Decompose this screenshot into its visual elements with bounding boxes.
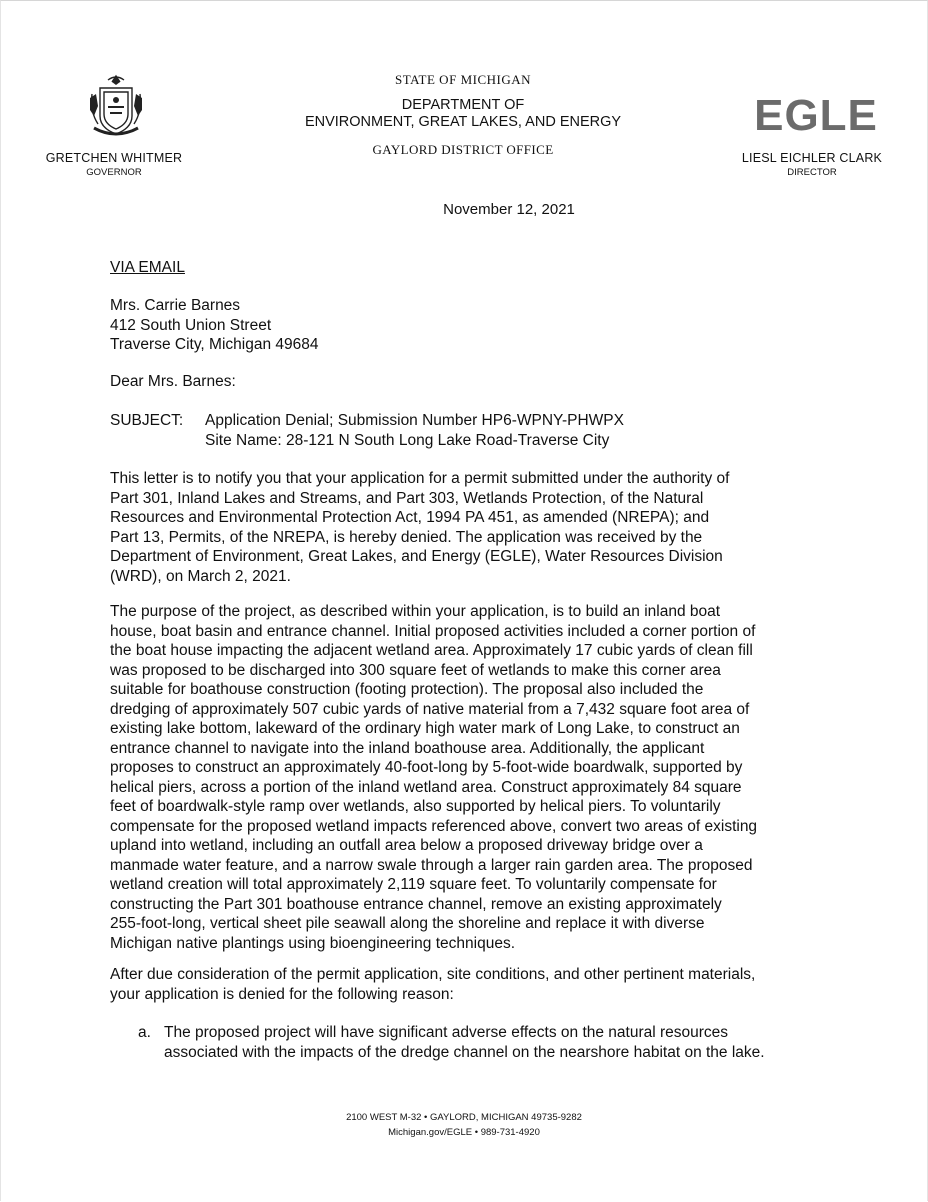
paragraph-line: After due consideration of the permit application, site conditions, and other pertinent materials, — [110, 966, 756, 983]
paragraph-line: proposes to construct an approximately 40-foot-long by 5-foot-wide boardwalk, supported by — [110, 759, 743, 776]
paragraph-line: This letter is to notify you that your application for a permit submitted under the authority of — [110, 470, 730, 487]
subject-block — [110, 411, 830, 450]
recipient-address — [110, 296, 830, 355]
paragraph-line: Michigan native plantings using bioengineering techniques. — [110, 934, 515, 952]
director-name: LIESL EICHLER CLARK — [741, 151, 883, 165]
department-line-1: DEPARTMENT OF — [401, 97, 525, 113]
state-heading-word2: ICHIGAN — [472, 72, 532, 87]
letter-date: November 12, 2021 — [443, 201, 575, 218]
recipient-street: 412 South Union Street — [110, 316, 272, 334]
reason-text — [164, 1023, 765, 1062]
paragraph-line: constructing the Part 301 boathouse entrance channel, remove an existing approximately — [110, 895, 722, 913]
egle-logo-text: EGLE — [754, 96, 878, 134]
paragraph-line: The purpose of the project, as described within your application, is to build an inland boat — [110, 603, 721, 620]
state-heading-initial: S — [394, 72, 403, 87]
paragraph-3 — [110, 965, 830, 1004]
footer-contact: Michigan.gov/EGLE • 989-731-4920 — [388, 1127, 540, 1138]
paragraph-line: Part 13, Permits, of the NREPA, is hereby denied. The application was received by the — [110, 528, 703, 546]
paragraph-line: the boat house impacting the adjacent wetland area. Approximately 17 cubic yards of clean fill — [110, 642, 753, 659]
reason-line: associated with the impacts of the dredge channel on the nearshore habitat on the lake. — [164, 1043, 765, 1061]
district-office: GAYLORD DISTRICT OFFICE — [372, 142, 554, 157]
paragraph-line: Part 301, Inland Lakes and Streams, and Part 303, Wetlands Protection, of the Natural — [110, 489, 704, 507]
paragraph-line: was proposed to be discharged into 300 square feet of wetlands to make this corner area — [110, 661, 721, 679]
recipient-city: Traverse City, Michigan 49684 — [110, 336, 319, 353]
paragraph-2 — [110, 602, 830, 953]
salutation: Dear Mrs. Barnes: — [110, 373, 236, 390]
paragraph-line: dredging of approximately 507 cubic yards of native material from a 7,432 square foot area of — [110, 700, 750, 718]
paragraph-line: manmade water feature, and a narrow swale through a larger rain garden area. The proposed — [110, 856, 753, 874]
subject-line-2: Site Name: 28-121 N South Long Lake Road-Traverse City — [205, 431, 610, 449]
paragraph-1 — [110, 469, 830, 586]
paragraph-line: entrance channel to navigate into the inland boathouse area. Additionally, the applicant — [110, 739, 705, 757]
paragraph-line: (WRD), on March 2, 2021. — [110, 567, 291, 585]
paragraph-line: Resources and Environmental Protection Act, 1994 PA 451, as amended (NREPA); and — [110, 509, 710, 526]
department-line-2: ENVIRONMENT, GREAT LAKES, AND ENERGY — [304, 114, 622, 130]
paragraph-line: feet of boardwalk-style ramp over wetlands, also supported by helical piers. To voluntarily — [110, 798, 721, 815]
paragraph-line: helical piers, across a portion of the inland wetland area. Construct approximately 84 square — [110, 778, 742, 796]
subject-line-1: Application Denial; Submission Number HP6-WPNY-PHWPX — [205, 412, 624, 429]
paragraph-line: 255-foot-long, vertical sheet pile seawall along the shoreline and replace it with diverse — [110, 915, 705, 932]
paragraph-line: suitable for boathouse construction (footing protection). The proposal also included the — [110, 681, 704, 698]
paragraph-line: Department of Environment, Great Lakes, and Energy (EGLE), Water Resources Division — [110, 548, 723, 565]
egle-logo — [752, 96, 880, 134]
paragraph-line: existing lake bottom, lakeward of the ordinary high water mark of Long Lake, to construct an — [110, 720, 740, 737]
paragraph-line: house, boat basin and entrance channel. Initial proposed activities included a corner portion of — [110, 622, 756, 640]
recipient-name: Mrs. Carrie Barnes — [110, 297, 241, 314]
governor-name: GRETCHEN WHITMER — [45, 151, 183, 165]
footer-address: 2100 WEST M-32 • GAYLORD, MICHIGAN 49735-9282 — [346, 1112, 582, 1123]
paragraph-line: your application is denied for the following reason: — [110, 985, 454, 1003]
director-title: DIRECTOR — [787, 167, 837, 178]
state-heading — [238, 72, 688, 88]
paragraph-line: upland into wetland, including an outfall area below a proposed driveway bridge over a — [110, 837, 703, 854]
state-heading-word1: TATE OF — [402, 72, 461, 87]
reason-marker: a. — [138, 1024, 151, 1041]
subject-label: SUBJECT: — [110, 412, 184, 429]
delivery-method: VIA EMAIL — [110, 259, 185, 276]
michigan-state-seal-icon — [86, 72, 146, 142]
reason-line: The proposed project will have significant adverse effects on the natural resources — [164, 1024, 729, 1041]
state-heading-initial2: M — [460, 72, 473, 87]
paragraph-line: wetland creation will total approximately 2,119 square feet. To voluntarily compensate for — [110, 876, 717, 893]
paragraph-line: compensate for the proposed wetland impacts referenced above, convert two areas of existing — [110, 817, 758, 835]
governor-title: GOVERNOR — [86, 167, 142, 178]
